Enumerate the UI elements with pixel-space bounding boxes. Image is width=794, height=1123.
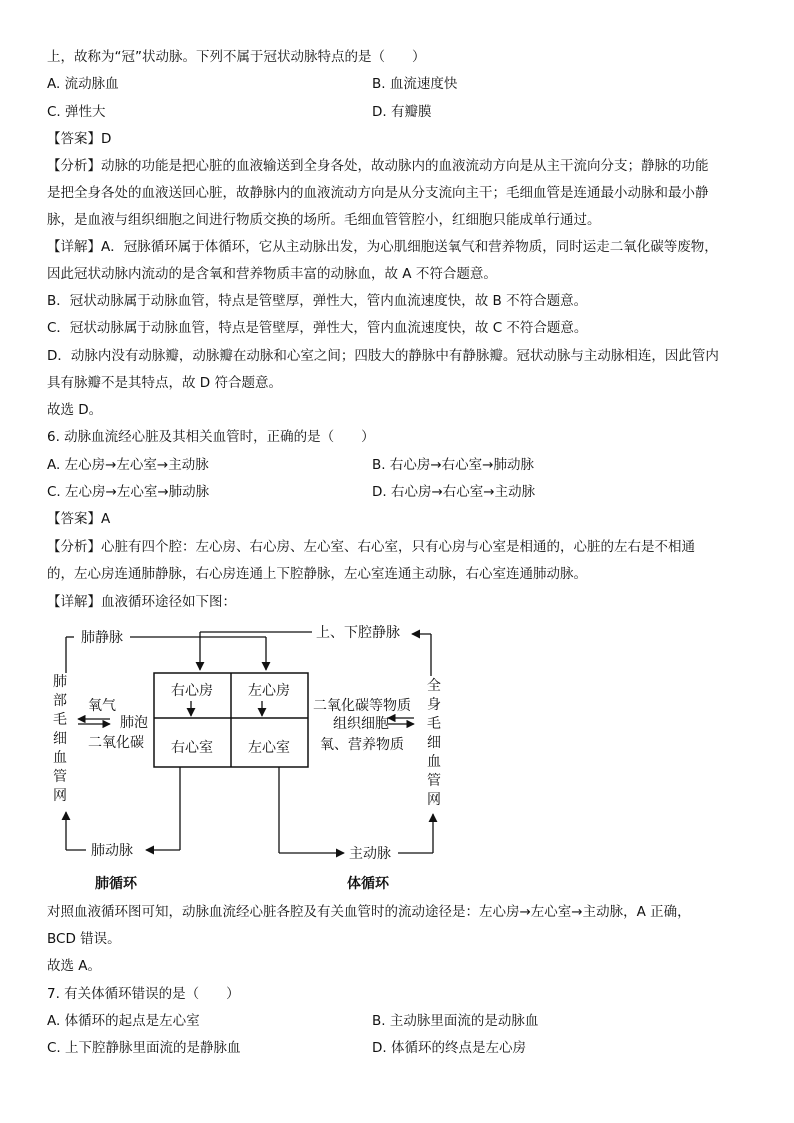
vena-cava-label: 上、下腔静脉 [316, 625, 400, 641]
q5-detail-line: 因此冠状动脉内流动的是含氧和营养物质丰富的动脉血，故 A 不符合题意。 [47, 266, 497, 282]
q5-analysis-line: 【分析】动脉的功能是把心脏的血液输送到全身各处，故动脉内的血液流动方向是从主干流向分支；静脉的功能 [47, 158, 709, 174]
vertical-label-char: 管 [53, 769, 67, 785]
q5-option-b: B. 血流速度快 [372, 76, 458, 92]
vertical-label-char: 全 [427, 678, 441, 694]
body-capillaries-text [427, 678, 441, 808]
q6-option-b: B. 右心房→右心室→肺动脉 [372, 457, 534, 473]
q5-detail-line: 具有脉瓣不是其特点，故 D 符合题意。 [47, 375, 282, 391]
left-ventricle-label: 左心室 [248, 740, 290, 756]
co2-etc-label: 二氧化碳等物质 [313, 698, 411, 714]
q6-choice: 故选 A。 [47, 958, 102, 974]
vertical-label-char: 细 [427, 735, 441, 751]
q5-option-c: C. 弹性大 [47, 104, 106, 120]
q5-detail-line: 【详解】A．冠脉循环属于体循环，它从主动脉出发，为心肌细胞送氧气和营养物质，同时运走二氧化碳等废物， [47, 239, 718, 255]
q6-option-a: A. 左心房→左心室→主动脉 [47, 457, 209, 473]
q5-stem-tail: 上，故称为“冠”状动脉。下列不属于冠状动脉特点的是（ ） [47, 49, 426, 65]
q5-analysis-line: 脉，是血液与组织细胞之间进行物质交换的场所。毛细血管管腔小，红细胞只能成单行通过。 [47, 212, 601, 228]
q6-analysis-line: 的，左心房连通肺静脉，右心房连通上下腔静脉，左心室连通主动脉，右心室连通肺动脉。 [47, 566, 587, 582]
right-ventricle-label: 右心室 [171, 740, 213, 756]
co2-label: 二氧化碳 [88, 735, 144, 751]
q5-option-a: A. 流动脉血 [47, 76, 119, 92]
q7-option-b: B. 主动脉里面流的是动脉血 [372, 1013, 539, 1029]
oxygen-nutrients-label: 氧、营养物质 [320, 737, 404, 753]
q6-analysis-line: 【分析】心脏有四个腔：左心房、右心房、左心室、右心室，只有心房与心室是相通的，心脏的左右是不相通 [47, 539, 695, 555]
q6-stem: 6. 动脉血流经心脏及其相关血管时，正确的是（ ） [47, 429, 375, 445]
q7-stem: 7. 有关体循环错误的是（ ） [47, 986, 240, 1002]
systemic-circulation-label: 体循环 [347, 876, 389, 892]
left-atrium-label: 左心房 [248, 683, 290, 699]
q6-detail-intro: 【详解】血液循环途径如下图： [47, 594, 236, 610]
q6-option-c: C. 左心房→左心室→肺动脉 [47, 484, 210, 500]
vertical-label-char: 管 [427, 773, 441, 789]
vertical-label-char: 身 [427, 697, 441, 713]
q7-option-c: C. 上下腔静脉里面流的是静脉血 [47, 1040, 241, 1056]
q6-answer: 【答案】A [47, 511, 111, 527]
q5-analysis-line: 是把全身各处的血液送回心脏，故静脉内的血液流动方向是从分支流向主干；毛细血管是连通最小动脉和最小静 [47, 185, 709, 201]
pulmonary-artery-label: 肺动脉 [91, 843, 133, 859]
pulmonary-vein-label: 肺静脉 [81, 630, 123, 646]
q7-option-a: A. 体循环的起点是左心室 [47, 1013, 200, 1029]
vertical-label-char: 部 [53, 693, 67, 709]
q5-detail-line: B．冠状动脉属于动脉血管，特点是管壁厚，弹性大，管内血流速度快，故 B 不符合题意。 [47, 293, 588, 309]
blood-circulation-diagram [48, 618, 448, 900]
pulmonary-circulation-label: 肺循环 [95, 876, 137, 892]
vertical-label-char: 血 [53, 750, 67, 766]
aorta-label: 主动脉 [349, 846, 391, 862]
lung-capillaries-text [53, 673, 67, 804]
q5-answer: 【答案】D [47, 131, 112, 147]
q6-conclusion-line: BCD 错误。 [47, 931, 121, 947]
q7-option-d: D. 体循环的终点是左心房 [372, 1040, 526, 1056]
vertical-label-char: 毛 [53, 712, 67, 728]
q5-detail-line: C．冠状动脉属于动脉血管，特点是管壁厚，弹性大，管内血流速度快，故 C 不符合题意。 [47, 320, 588, 336]
q5-conclusion: 故选 D。 [47, 402, 103, 418]
vertical-label-char: 肺 [53, 674, 67, 690]
right-atrium-label: 右心房 [171, 683, 213, 699]
vertical-label-char: 细 [53, 731, 67, 747]
vertical-label-char: 血 [427, 754, 441, 770]
tissue-cells-label: 组织细胞 [333, 716, 389, 732]
q5-option-d: D. 有瓣膜 [372, 104, 432, 120]
vertical-label-char: 网 [53, 788, 67, 804]
oxygen-label: 氧气 [88, 698, 116, 714]
vertical-label-char: 毛 [427, 716, 441, 732]
q5-detail-line: D．动脉内没有动脉瓣，动脉瓣在动脉和心室之间；四肢大的静脉中有静脉瓣。冠状动脉与主动脉相连，因此管内 [47, 348, 719, 364]
q6-option-d: D. 右心房→右心室→主动脉 [372, 484, 536, 500]
alveoli-label: 肺泡 [120, 715, 148, 731]
q6-conclusion-line: 对照血液循环图可知，动脉血流经心脏各腔及有关血管时的流动途径是：左心房→左心室→主动脉，A 正确， [47, 904, 691, 920]
vertical-label-char: 网 [427, 792, 441, 808]
